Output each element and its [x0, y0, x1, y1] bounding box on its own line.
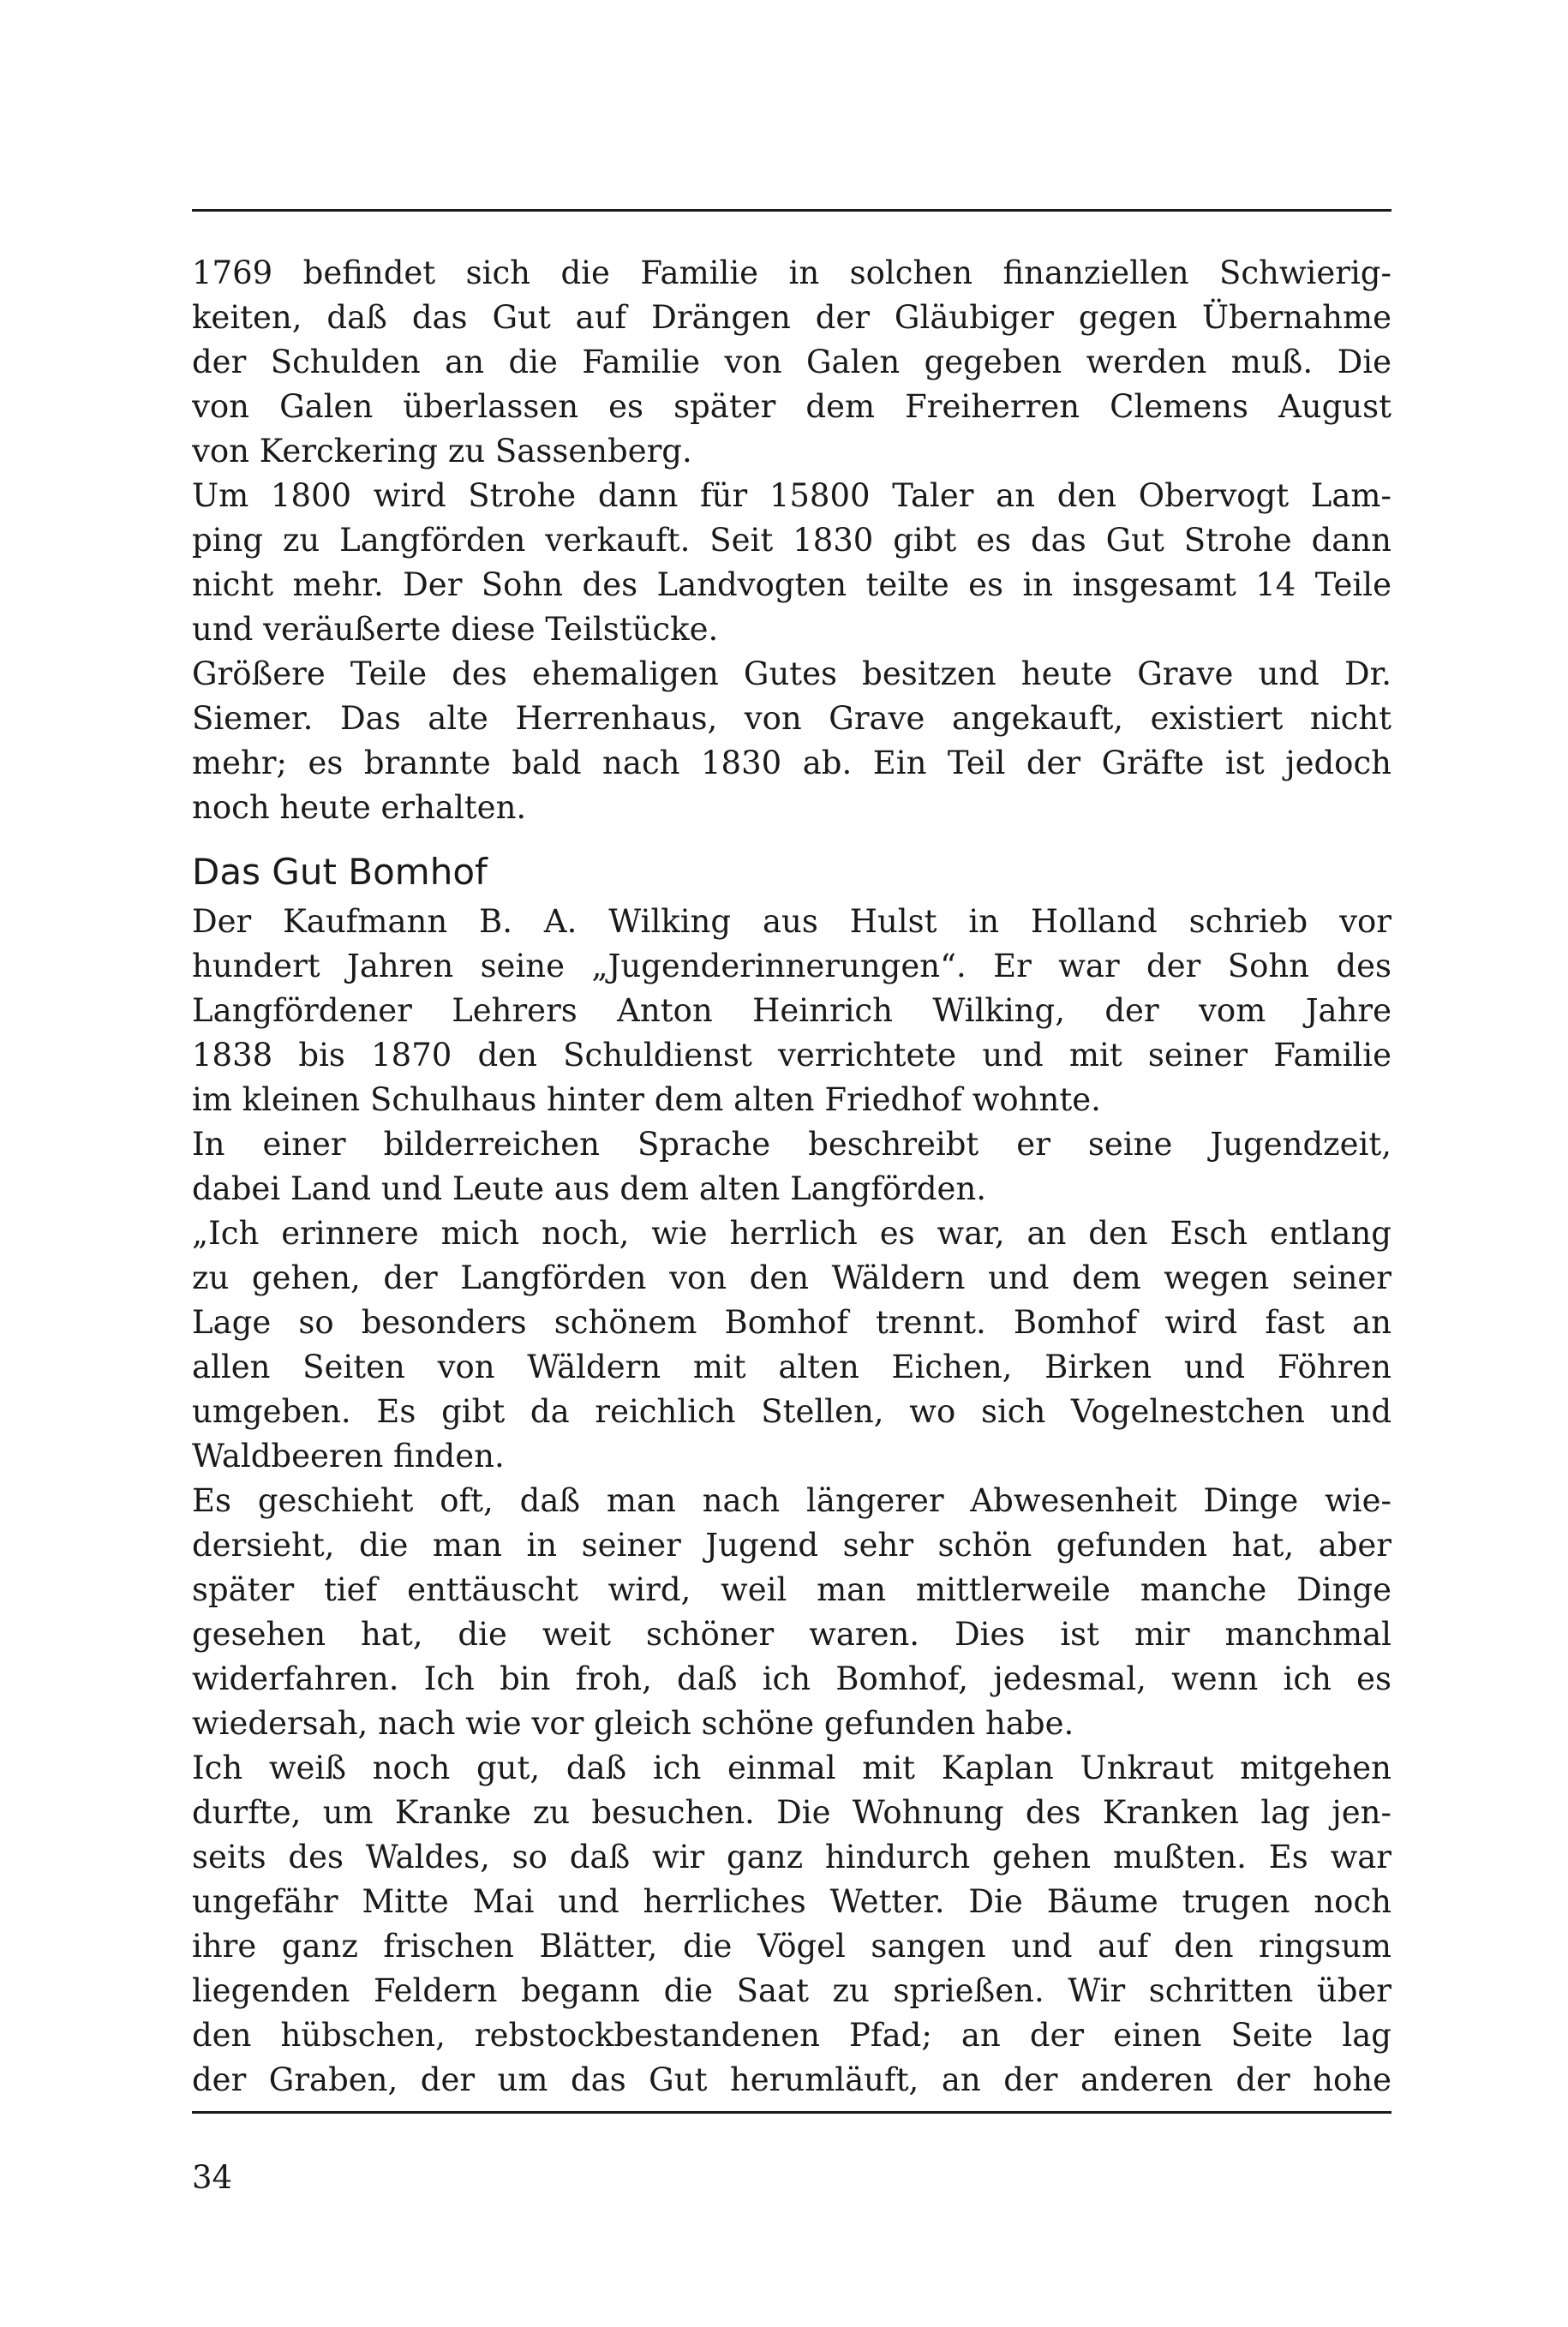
- text-line: im kleinen Schulhaus hinter dem alten Friedhof wohnte.: [192, 1081, 1101, 1118]
- text-line: seits des Waldes, so daß wir ganz hindurch gehen mußten. Es war: [192, 1839, 1391, 1875]
- text-line: liegenden Feldern begann die Saat zu sprießen. Wir schritten über: [192, 1972, 1391, 2009]
- text-line: wiedersah, nach wie vor gleich schöne gefunden habe.: [192, 1705, 1074, 1742]
- text-line: zu gehen, der Langförden von den Wäldern und dem wegen seiner: [192, 1259, 1391, 1296]
- text-line: keiten, daß das Gut auf Drängen der Gläubiger gegen Übernahme: [192, 299, 1391, 336]
- top-rule: [192, 209, 1391, 212]
- text-line: Langfördener Lehrers Anton Heinrich Wilking, der vom Jahre: [192, 992, 1391, 1029]
- text-line: später tief enttäuscht wird, weil man mittlerweile manche Dinge: [192, 1571, 1391, 1608]
- text-line: 1838 bis 1870 den Schuldienst verrichtete und mit seiner Familie: [192, 1037, 1391, 1074]
- text-line: allen Seiten von Wäldern mit alten Eichen, Birken und Föhren: [192, 1349, 1391, 1385]
- intro-paragraphs: [192, 251, 1391, 830]
- text-line: den hübschen, rebstockbestandenen Pfad; an der einen Seite lag: [192, 2017, 1391, 2054]
- text-line: durfte, um Kranke zu besuchen. Die Wohnung des Kranken lag jen-: [192, 1794, 1391, 1831]
- text-line: dabei Land und Leute aus dem alten Langförden.: [192, 1170, 987, 1207]
- page-number: 34: [192, 2159, 233, 2196]
- text-line: In einer bilderreichen Sprache beschreibt er seine Jugendzeit,: [192, 1126, 1391, 1163]
- text-line: von Kerckering zu Sassenberg.: [192, 433, 692, 470]
- text-line: der Graben, der um das Gut herumläuft, an der anderen der hohe: [192, 2061, 1391, 2098]
- text-line: ihre ganz frischen Blätter, die Vögel sangen und auf den ringsum: [192, 1928, 1391, 1965]
- text-line: Es geschieht oft, daß man nach längerer Abwesenheit Dinge wie-: [192, 1482, 1391, 1519]
- section-paragraphs: [192, 900, 1391, 2103]
- text-line: hundert Jahren seine „Jugenderinnerungen“. Er war der Sohn des: [192, 948, 1391, 984]
- text-line: Waldbeeren finden.: [192, 1438, 505, 1475]
- text-line: noch heute erhalten.: [192, 789, 527, 826]
- text-line: ungefähr Mitte Mai und herrliches Wetter. Die Bäume trugen noch: [192, 1883, 1391, 1920]
- text-line: widerfahren. Ich bin froh, daß ich Bomhof, jedesmal, wenn ich es: [192, 1660, 1391, 1697]
- text-line: Ich weiß noch gut, daß ich einmal mit Kaplan Unkraut mitgehen: [192, 1750, 1391, 1786]
- text-line: Siemer. Das alte Herrenhaus, von Grave angekauft, existiert nicht: [192, 700, 1391, 737]
- text-line: dersieht, die man in seiner Jugend sehr schön gefunden hat, aber: [192, 1527, 1391, 1564]
- text-line: und veräußerte diese Teilstücke.: [192, 611, 719, 648]
- text-line: Der Kaufmann B. A. Wilking aus Hulst in Holland schrieb vor: [192, 903, 1391, 940]
- text-line: von Galen überlassen es später dem Freiherren Clemens August: [192, 388, 1391, 425]
- text-line: Um 1800 wird Strohe dann für 15800 Taler an den Obervogt Lam-: [192, 477, 1391, 514]
- text-line: 1769 befindet sich die Familie in solchen finanziellen Schwierig-: [192, 254, 1391, 291]
- text-line: nicht mehr. Der Sohn des Landvogten teilte es in insgesamt 14 Teile: [192, 566, 1391, 603]
- section-heading: Das Gut Bomhof: [192, 851, 488, 893]
- text-line: umgeben. Es gibt da reichlich Stellen, wo sich Vogelnestchen und: [192, 1393, 1391, 1430]
- bottom-rule: [192, 2111, 1391, 2114]
- text-line: der Schulden an die Familie von Galen gegeben werden muß. Die: [192, 344, 1391, 380]
- text-line: gesehen hat, die weit schöner waren. Dies ist mir manchmal: [192, 1616, 1391, 1653]
- text-line: mehr; es brannte bald nach 1830 ab. Ein Teil der Gräfte ist jedoch: [192, 745, 1391, 781]
- text-line: Lage so besonders schönem Bomhof trennt. Bomhof wird fast an: [192, 1304, 1391, 1341]
- text-line: „Ich erinnere mich noch, wie herrlich es war, an den Esch entlang: [192, 1215, 1391, 1252]
- text-line: ping zu Langförden verkauft. Seit 1830 gibt es das Gut Strohe dann: [192, 522, 1391, 559]
- text-line: Größere Teile des ehemaligen Gutes besitzen heute Grave und Dr.: [192, 655, 1391, 692]
